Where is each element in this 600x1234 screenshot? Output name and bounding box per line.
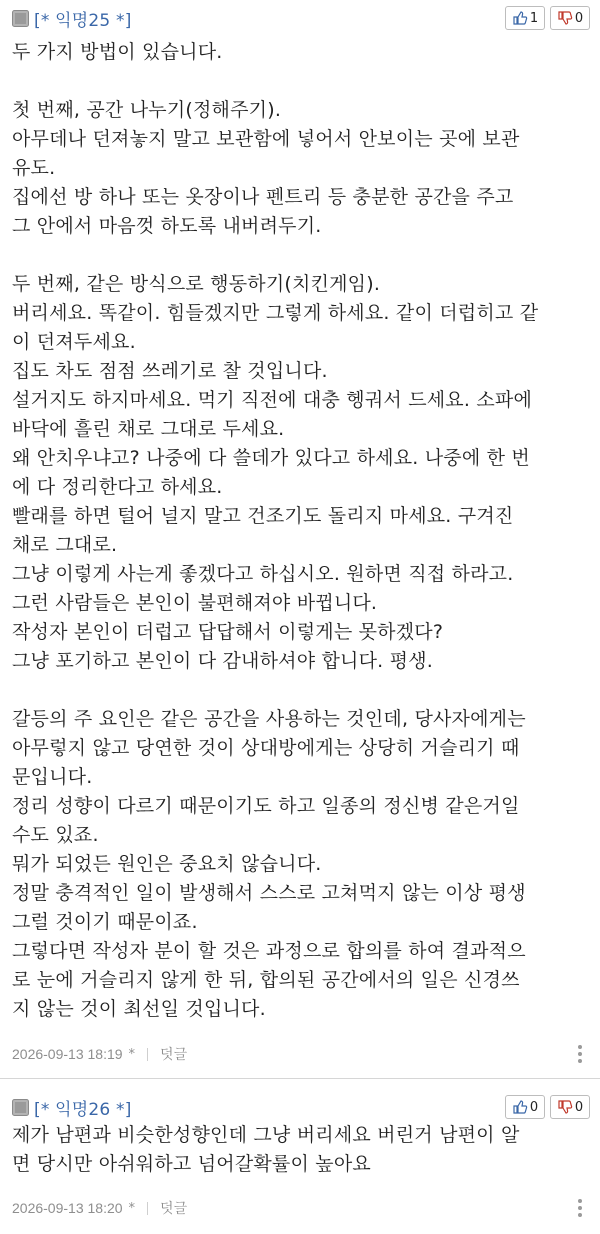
like-count: 1 bbox=[529, 10, 539, 26]
comment-line: 갈등의 주 요인은 같은 공간을 사용하는 것인데, 당사자에게는 bbox=[12, 708, 526, 730]
vote-group bbox=[505, 6, 590, 30]
comment-meta bbox=[12, 1195, 588, 1221]
user-square-icon bbox=[12, 1099, 29, 1116]
comment-line: 두 가지 방법이 있습니다. bbox=[12, 41, 223, 63]
comment-line: 집에선 방 하나 또는 옷장이나 펜트리 등 충분한 공간을 주고 bbox=[12, 186, 514, 208]
author-name[interactable]: [* 익명25 *] bbox=[34, 11, 132, 31]
thumbs-down-icon bbox=[557, 1099, 573, 1115]
comment-star: * bbox=[128, 1200, 136, 1216]
comment-line: 그럴 것이기 때문이죠. bbox=[12, 911, 198, 933]
comment bbox=[0, 1078, 600, 1234]
comment-line: 그냥 이렇게 사는게 좋겠다고 하십시오. 원하면 직접 하라고. bbox=[12, 563, 514, 585]
comment-line: 유도. bbox=[12, 157, 56, 179]
reply-link[interactable]: 덧글 bbox=[160, 1047, 188, 1063]
comment-line: 문입니다. bbox=[12, 766, 93, 788]
comment-line: 정리 성향이 다르기 때문이기도 하고 일종의 정신병 같은거일 bbox=[12, 795, 520, 817]
vote-group bbox=[505, 1095, 590, 1119]
comment-line: 왜 안치우냐고? 나중에 다 쓸데가 있다고 하세요. 나중에 한 번 bbox=[12, 447, 530, 469]
more-vertical-icon[interactable] bbox=[576, 1043, 584, 1065]
comment-line: 아무렇지 않고 당연한 것이 상대방에게는 상당히 거슬리기 때 bbox=[12, 737, 520, 759]
dislike-button[interactable] bbox=[550, 1095, 590, 1119]
comment-line: 설거지도 하지마세요. 먹기 직전에 대충 헹궈서 드세요. 소파에 bbox=[12, 389, 533, 411]
comment-body bbox=[12, 38, 588, 1024]
comment-line: 에 다 정리한다고 하세요. bbox=[12, 476, 223, 498]
comment-line: 면 당시만 아쉬워하고 넘어갈확률이 높아요 bbox=[12, 1153, 371, 1175]
comment-line: 그 안에서 마음껏 하도록 내버려두기. bbox=[12, 215, 322, 237]
comment-line: 작성자 본인이 더럽고 답답해서 이렇게는 못하겠다? bbox=[12, 621, 444, 643]
dislike-count: 0 bbox=[574, 10, 584, 26]
comment-header bbox=[0, 0, 600, 34]
comment-line: 뭐가 되었든 원인은 중요치 않습니다. bbox=[12, 853, 322, 875]
comment-line: 그런 사람들은 본인이 불편해져야 바뀝니다. bbox=[12, 592, 378, 614]
comment-line: 바닥에 흘린 채로 그대로 두세요. bbox=[12, 418, 285, 440]
comment-line: 제가 남편과 비슷한성향인데 그냥 버리세요 버린거 남편이 알 bbox=[12, 1124, 520, 1146]
comment-body bbox=[12, 1121, 588, 1179]
comment-meta bbox=[12, 1041, 588, 1067]
blank-line bbox=[12, 676, 588, 705]
user-square-icon bbox=[12, 10, 29, 27]
divider bbox=[147, 1202, 148, 1215]
comment-line: 지 않는 것이 최선일 것입니다. bbox=[12, 998, 266, 1020]
comment-date: 2026-09-13 18:20 bbox=[12, 1200, 123, 1216]
comment-line: 빨래를 하면 털어 널지 말고 건조기도 돌리지 마세요. 구겨진 bbox=[12, 505, 514, 527]
comment-line: 정말 충격적인 일이 발생해서 스스로 고쳐먹지 않는 이상 평생 bbox=[12, 882, 526, 904]
comment-line: 수도 있죠. bbox=[12, 824, 99, 846]
comment-line: 집도 차도 점점 쓰레기로 찰 것입니다. bbox=[12, 360, 328, 382]
comment-line: 채로 그대로. bbox=[12, 534, 118, 556]
comment-line: 두 번째, 같은 방식으로 행동하기(치킨게임). bbox=[12, 273, 381, 295]
like-button[interactable] bbox=[505, 1095, 545, 1119]
comment-line: 그냥 포기하고 본인이 다 감내하셔야 합니다. 평생. bbox=[12, 650, 433, 672]
comment-line: 그렇다면 작성자 분이 할 것은 과정으로 합의를 하여 결과적으 bbox=[12, 940, 526, 962]
divider bbox=[147, 1048, 148, 1061]
reply-link[interactable]: 덧글 bbox=[160, 1201, 188, 1217]
comment-line: 버리세요. 똑같이. 힘들겠지만 그렇게 하세요. 같이 더럽히고 같 bbox=[12, 302, 539, 324]
comment-header bbox=[0, 1089, 600, 1123]
thumbs-up-icon bbox=[512, 1099, 528, 1115]
more-vertical-icon[interactable] bbox=[576, 1197, 584, 1219]
thumbs-up-icon bbox=[512, 10, 528, 26]
comment-star: * bbox=[128, 1046, 136, 1062]
comment-line: 아무데나 던져놓지 말고 보관함에 넣어서 안보이는 곳에 보관 bbox=[12, 128, 520, 150]
blank-line bbox=[12, 241, 588, 270]
comment-line: 로 눈에 거슬리지 않게 한 뒤, 합의된 공간에서의 일은 신경쓰 bbox=[12, 969, 520, 991]
dislike-count: 0 bbox=[574, 1099, 584, 1115]
like-count: 0 bbox=[529, 1099, 539, 1115]
author-name[interactable]: [* 익명26 *] bbox=[34, 1100, 132, 1120]
author[interactable] bbox=[12, 1095, 132, 1120]
comment-date: 2026-09-13 18:19 bbox=[12, 1046, 123, 1062]
like-button[interactable] bbox=[505, 6, 545, 30]
blank-line bbox=[12, 67, 588, 96]
author[interactable] bbox=[12, 6, 132, 31]
comment-line: 이 던져두세요. bbox=[12, 331, 136, 353]
dislike-button[interactable] bbox=[550, 6, 590, 30]
thumbs-down-icon bbox=[557, 10, 573, 26]
comment-line: 첫 번째, 공간 나누기(정해주기). bbox=[12, 99, 282, 121]
